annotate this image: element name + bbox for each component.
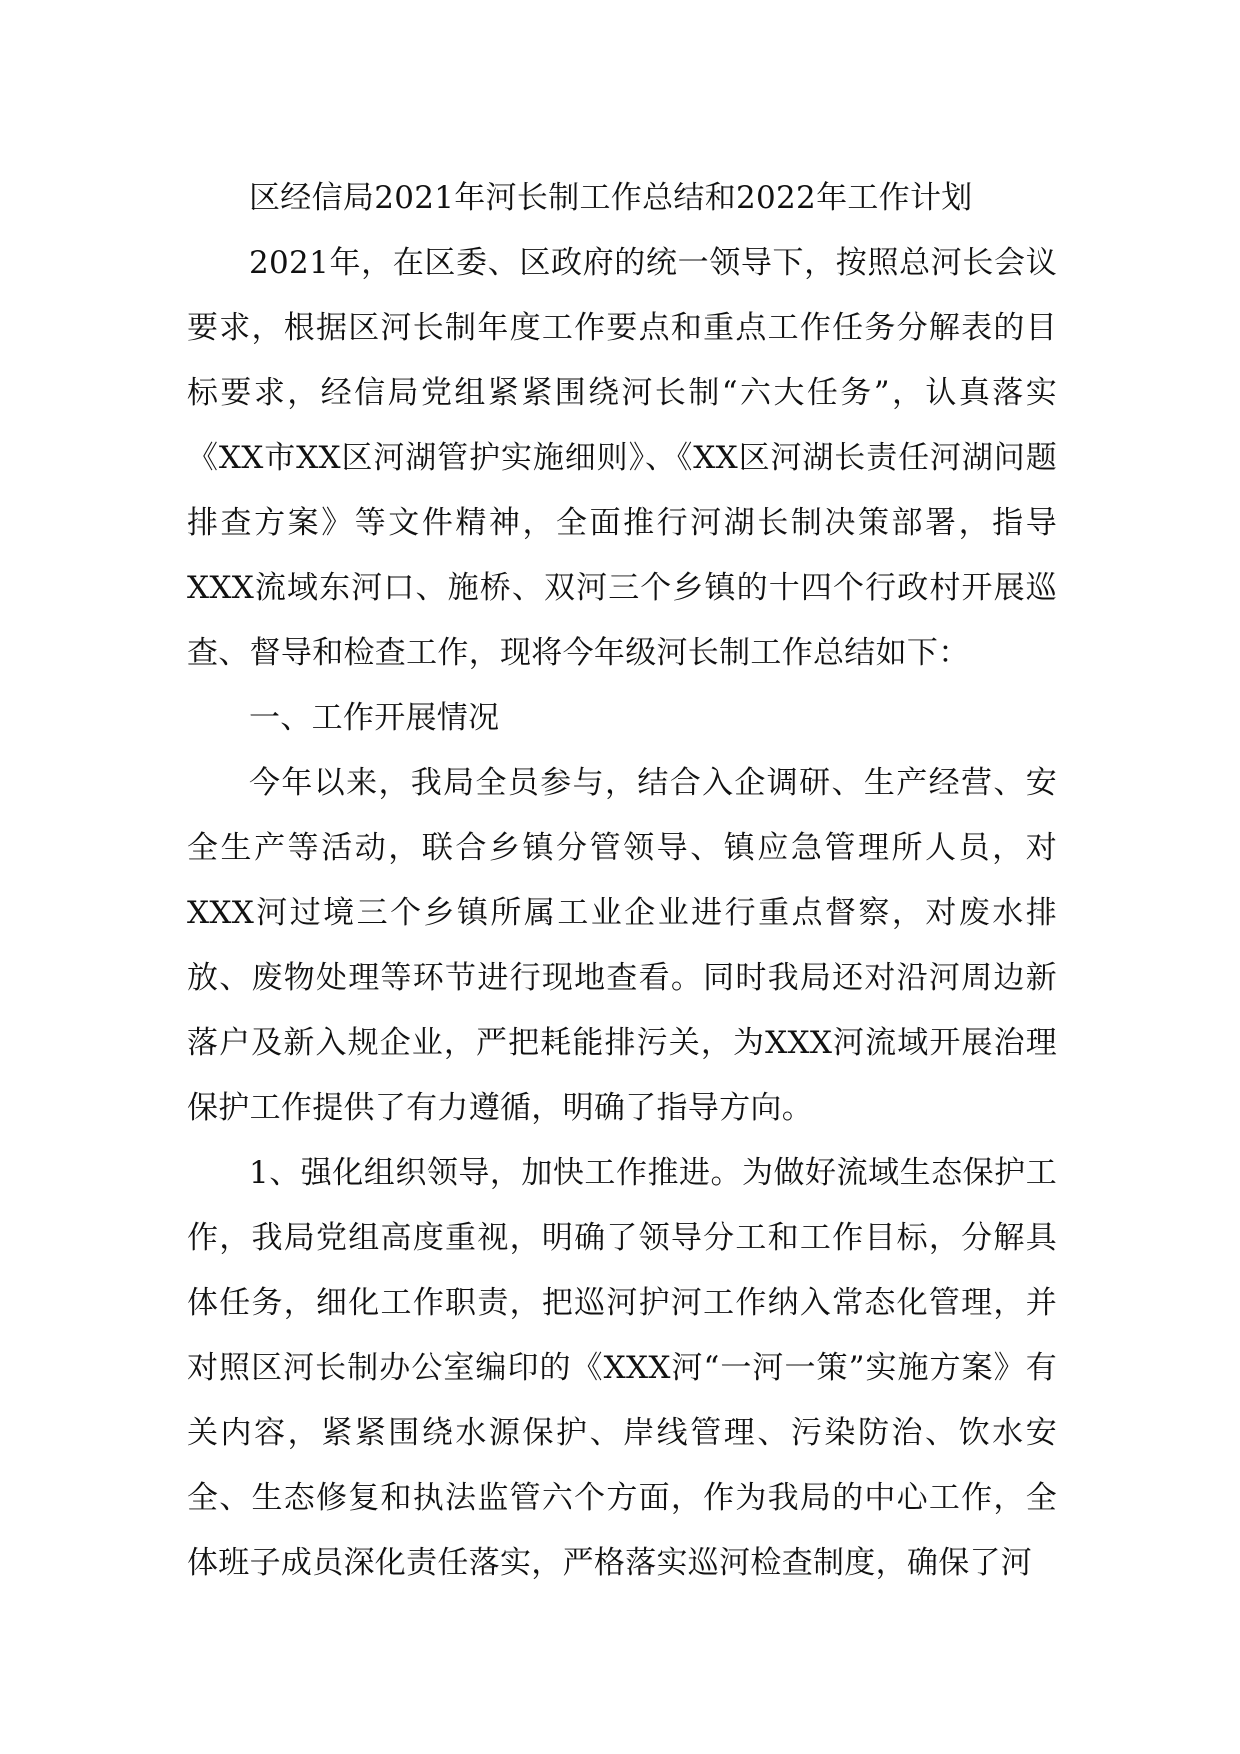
document-body <box>187 166 1057 1596</box>
paragraph-intro: 2021年，在区委、区政府的统一领导下，按照总河长会议要求，根据区河长制年度工作要点和重点工作任务分解表的目标要求，经信局党组紧紧围绕河长制“六大任务”，认真落实《XX市XX区河湖管护实施细则》、《XX区河湖长责任河湖问题排查方案》等文件精神，全面推行河湖长制决策部署，指导XXX流域东河口、施桥、双河三个乡镇的十四个行政村开展巡查、督导和检查工作，现将今年级河长制工作总结如下： <box>187 245 1057 671</box>
document-title: 区经信局2021年河长制工作总结和2022年工作计划 <box>249 180 973 216</box>
section-heading: 一、工作开展情况 <box>249 700 500 736</box>
paragraph-work-overview: 今年以来，我局全员参与，结合入企调研、生产经营、安全生产等活动，联合乡镇分管领导、镇应急管理所人员，对XXX河过境三个乡镇所属工业企业进行重点督察，对废水排放、废物处理等环节进行现地查看。同时我局还对沿河周边新落户及新入规企业，严把耗能排污关，为XXX河流域开展治理保护工作提供了有力遵循，明确了指导方向。 <box>187 765 1057 1126</box>
paragraph-organization: 1、强化组织领导，加快工作推进。为做好流域生态保护工作，我局党组高度重视，明确了领导分工和工作目标，分解具体任务，细化工作职责，把巡河护河工作纳入常态化管理，并对照区河长制办公室编印的《XXX河“一河一策”实施方案》有关内容，紧紧围绕水源保护、岸线管理、污染防治、饮水安全、生态修复和执法监管六个方面，作为我局的中心工作，全体班子成员深化责任落实，严格落实巡河检查制度，确保了河 <box>187 1155 1057 1581</box>
